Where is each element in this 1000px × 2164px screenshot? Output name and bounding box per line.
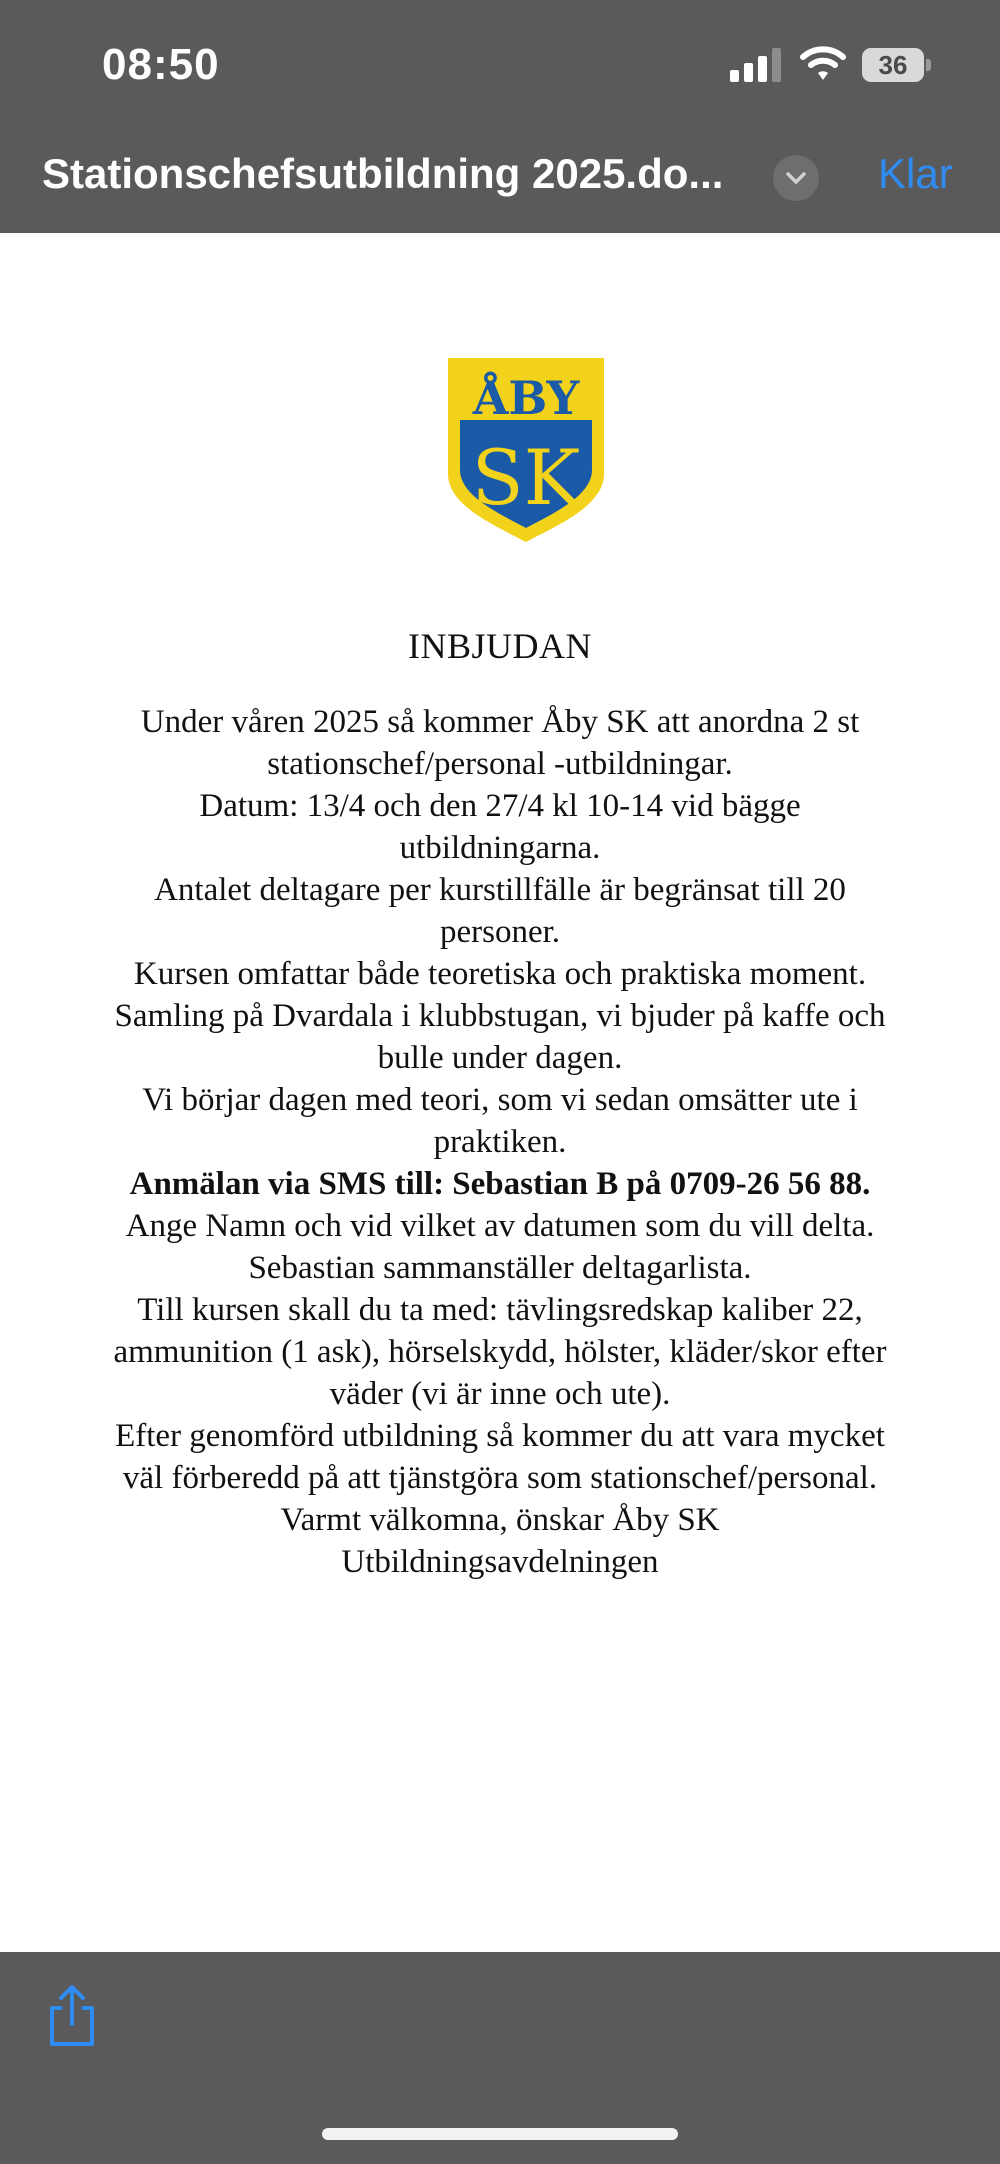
logo-top-text: ÅBY [472,371,580,425]
paragraph: Under våren 2025 så kommer Åby SK att anordna 2 st stationschef/personal -utbildningar. [140,704,860,782]
top-bar [0,0,1000,233]
paragraph: Utbildningsavdelningen [341,1544,659,1580]
wifi-icon [800,44,846,82]
paragraph: Vi börjar dagen med teori, som vi sedan omsätter ute i praktiken. [142,1082,858,1160]
title-menu-button[interactable] [773,155,819,201]
signal-icon [730,48,782,82]
document-title[interactable]: Stationschefsutbildning 2025.do... [42,150,724,197]
battery-tip [926,59,931,71]
battery-level: 36 [862,48,924,82]
document-body [110,625,890,1583]
paragraph: Samling på Dvardala i klubbstugan, vi bjuder på kaffe och bulle under dagen. [114,998,886,1076]
share-icon[interactable] [44,1984,100,2048]
paragraph: Till kursen skall du ta med: tävlingsredskap kaliber 22, ammunition (1 ask), hörselskydd, hölster, kläder/skor efter väder (vi är inne och ute). [113,1292,887,1412]
battery-icon [862,48,934,84]
paragraph: Kursen omfattar både teoretiska och praktiska moment. [133,956,867,992]
status-time: 08:50 [102,40,220,89]
document-heading: INBJUDAN [408,626,592,666]
logo-bottom-text: SK [471,433,581,522]
chevron-down-icon [785,171,807,185]
done-button[interactable]: Klar [878,150,953,197]
paragraph: Sebastian sammanställer deltagarlista. [248,1250,752,1286]
paragraph: Antalet deltagare per kurstillfälle är begränsat till 20 personer. [154,872,846,950]
paragraph: Efter genomförd utbildning så kommer du att vara mycket väl förberedd på att tjänstgöra som stationschef/personal. [115,1418,885,1496]
paragraph: Varmt välkomna, önskar Åby SK [280,1502,720,1538]
paragraph: Ange Namn och vid vilket av datumen som du vill delta. [125,1208,875,1244]
aby-sk-logo [446,356,606,544]
home-indicator[interactable] [322,2128,678,2140]
paragraph: Datum: 13/4 och den 27/4 kl 10-14 vid bägge utbildningarna. [199,788,801,866]
signup-instruction: Anmälan via SMS till: Sebastian B på 0709-26 56 88. [129,1166,871,1202]
